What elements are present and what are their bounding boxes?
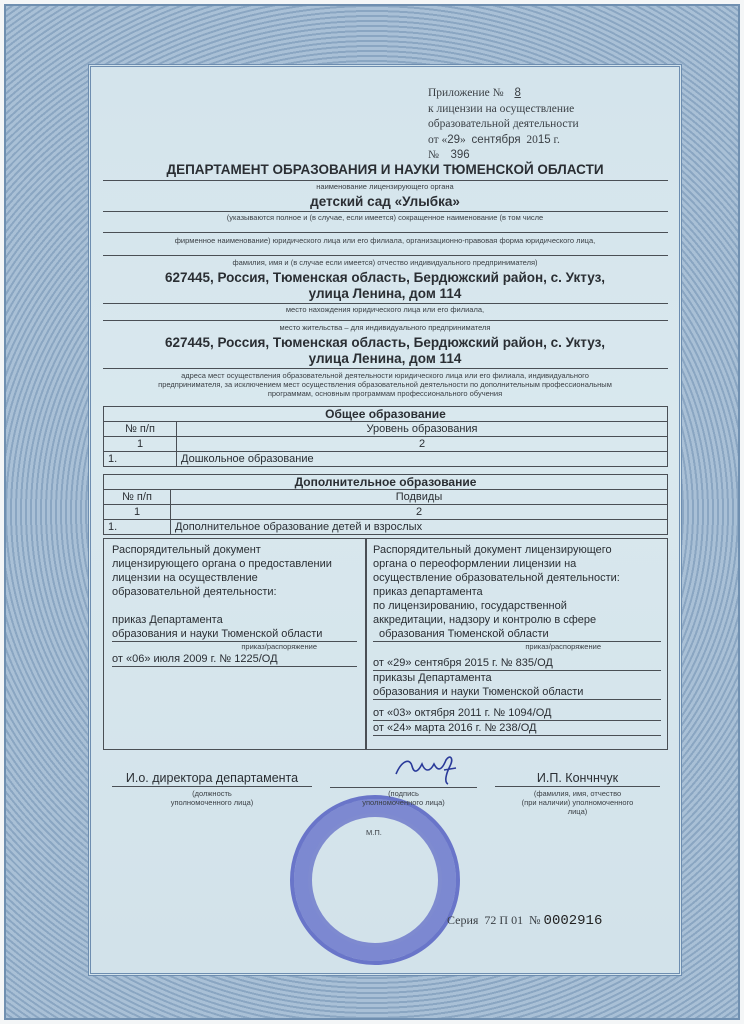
activity-address	[100, 335, 670, 367]
caption-line: программам, основным программам профессионального обучения	[267, 389, 503, 398]
activity-address-caption	[100, 371, 670, 398]
signatory-name: И.П. Кончнчук	[495, 771, 660, 787]
appendix-g: г.	[553, 133, 560, 146]
seal-place-label: М.П.	[366, 828, 382, 837]
table-title: Дополнительное образование	[104, 475, 668, 490]
series-block	[447, 912, 602, 929]
order-line: аккредитации, надзору и контролю в сфере	[373, 614, 597, 626]
order-line: образования и науки Тюменской области	[373, 685, 661, 700]
row-value: Дополнительное образование детей и взрослых	[171, 520, 668, 535]
address-caption: место нахождения юридического лица или его филиала,	[285, 305, 485, 314]
authority-name: ДЕПАРТАМЕНТ ОБРАЗОВАНИЯ И НАУКИ ТЮМЕНСКОЙ ОБЛАСТИ	[166, 162, 604, 177]
caption-line: лица)	[567, 807, 588, 816]
column-header: Уровень образования	[177, 422, 668, 437]
licensee-caption: (указываются полное и (в случае, если имеется) сокращенное наименование (в том числе	[226, 213, 544, 222]
order-line: приказ департамента	[373, 586, 483, 598]
order-caption: приказ/распоряжение	[241, 642, 317, 651]
column-number: 2	[171, 505, 668, 520]
licensee-name: детский сад «Улыбка»	[310, 194, 460, 209]
licensee-caption: фамилия, имя и (в случае если имеется) отчество индивидуального предпринимателя)	[232, 258, 538, 267]
appendix-line: к лицензии на осуществление	[428, 102, 575, 115]
appendix-number: 8	[514, 87, 521, 99]
column-header: № п/п	[104, 490, 171, 505]
table-title: Общее образование	[104, 407, 668, 422]
heading-line: образовательной деятельности:	[112, 586, 277, 598]
address-line: 627445, Россия, Тюменская область, Бердюжский район, с. Уктуз,	[164, 335, 606, 350]
appendix-day: 29	[447, 133, 461, 146]
issuance-document-box	[103, 538, 366, 750]
heading-line: Распорядительный документ	[112, 544, 261, 556]
caption-line: уполномоченного лица)	[170, 798, 254, 807]
appendix-year-prefix: 20	[526, 133, 538, 146]
caption-line: (должность	[192, 789, 232, 798]
caption-line: (фамилия, имя, отчество	[533, 789, 622, 798]
heading-line: осуществление образовательной деятельности:	[373, 572, 620, 584]
appendix-no-label: №	[428, 149, 439, 161]
license-number: 396	[450, 149, 470, 161]
address-line: 627445, Россия, Тюменская область, Бердюжский район, с. Уктуз,	[164, 270, 606, 285]
order-line: образования Тюменской области	[373, 627, 661, 642]
row-number: 1.	[104, 452, 177, 467]
row-number: 1.	[104, 520, 171, 535]
signature-mark	[392, 752, 462, 786]
column-number: 1	[104, 437, 177, 452]
order-date: от «29» сентября 2015 г. № 835/ОД	[373, 656, 661, 671]
column-number: 1	[104, 505, 171, 520]
official-seal	[290, 795, 460, 965]
series-number: 0002916	[543, 913, 603, 929]
caption-line: (при наличии) уполномоченного	[521, 798, 634, 807]
column-header: № п/п	[104, 422, 177, 437]
heading-line: Распорядительный документ лицензирующего	[373, 544, 612, 556]
order-line: приказ Департамента	[112, 614, 223, 626]
signature-caption	[330, 789, 477, 807]
appendix-close: »	[460, 133, 466, 146]
order-date: от «03» октября 2011 г. № 1094/ОД	[373, 706, 661, 721]
appendix-month: сентября	[471, 133, 521, 146]
table-row	[104, 452, 668, 467]
column-number: 2	[177, 437, 668, 452]
appendix-block	[428, 86, 579, 164]
heading-line: органа о переоформлении лицензии на	[373, 558, 577, 570]
row-value: Дошкольное образование	[177, 452, 668, 467]
address-line: улица Ленина, дом 114	[308, 351, 462, 366]
order-line: по лицензированию, государственной	[373, 600, 567, 612]
series-no-label: №	[529, 913, 541, 927]
address-line: улица Ленина, дом 114	[308, 286, 462, 301]
order-line: образования и науки Тюменской области	[112, 627, 357, 642]
appendix-label: Приложение №	[428, 87, 504, 99]
heading-line: лицензии на осуществление	[112, 572, 258, 584]
address-caption: место жительства – для индивидуального предпринимателя	[279, 323, 491, 332]
caption-line: уполномоченного лица)	[362, 798, 445, 807]
caption-line: адреса мест осуществления образовательной деятельности юридического лица или его филиала, индивидуального	[181, 371, 589, 380]
caption-line: предпринимателя, за исключением мест осуществления образовательной деятельности по дополнительным профессиональным	[158, 380, 612, 389]
order-date: от «24» марта 2016 г. № 238/ОД	[373, 721, 661, 736]
reissuance-document-box	[366, 538, 668, 750]
licensee-caption: фирменное наименование) юридического лица или его филиала, организационно-правовая форма юридического лица,	[174, 236, 596, 245]
series-label: Серия	[447, 913, 479, 927]
general-education-table	[103, 406, 668, 467]
series-value: 72 П 01	[484, 913, 524, 927]
order-line: приказы Департамента	[373, 672, 492, 684]
position-caption	[112, 789, 312, 807]
appendix-line: образовательной деятельности	[428, 118, 579, 130]
additional-education-table	[103, 474, 668, 535]
order-caption: приказ/распоряжение	[525, 642, 601, 651]
heading-line: лицензирующего органа о предоставлении	[112, 558, 332, 570]
order-date: от «06» июля 2009 г. № 1225/ОД	[112, 652, 357, 667]
appendix-from: от «	[428, 133, 448, 146]
legal-address	[100, 270, 670, 302]
appendix-year: 15	[537, 133, 551, 146]
table-row	[104, 520, 668, 535]
signatory-position: И.о. директора департамента	[112, 771, 312, 787]
caption-line: (подпись	[388, 789, 419, 798]
authority-caption: наименование лицензирующего органа	[316, 182, 454, 191]
column-header: Подвиды	[171, 490, 668, 505]
name-caption	[495, 789, 660, 816]
